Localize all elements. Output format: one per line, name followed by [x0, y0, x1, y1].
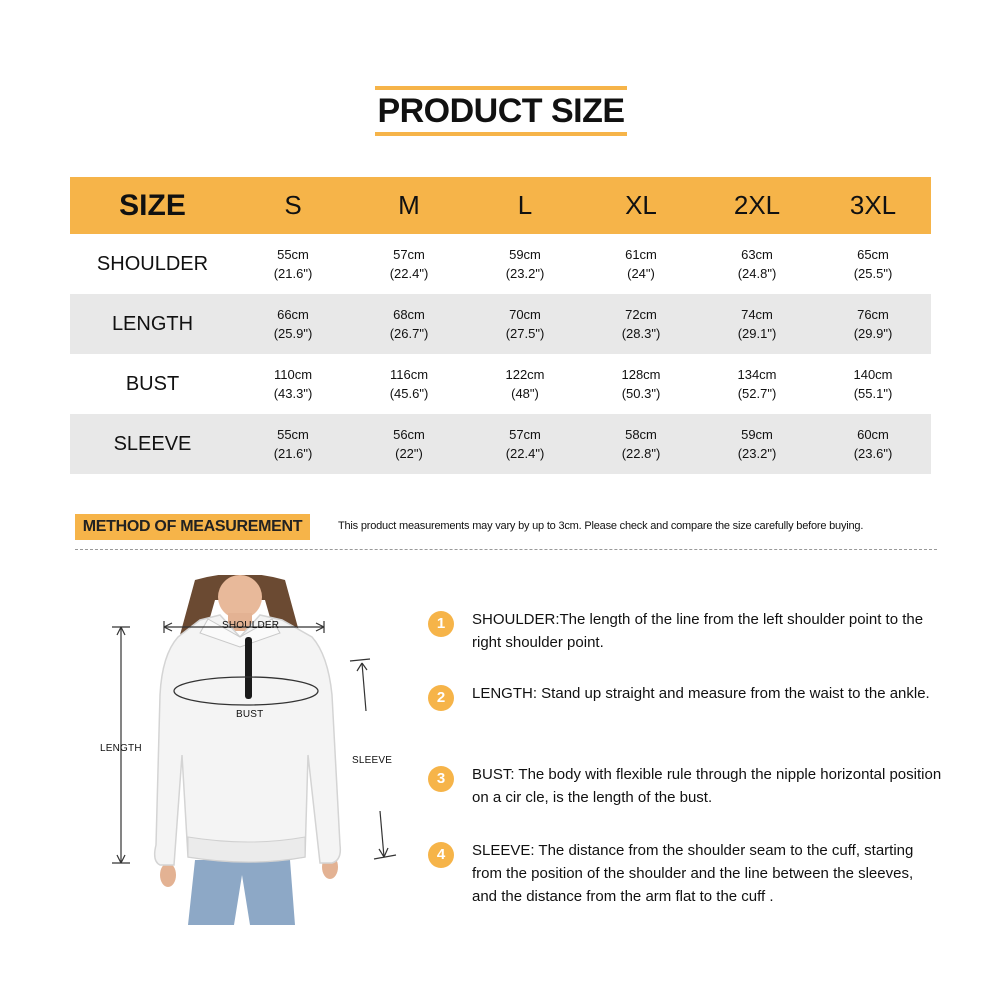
cell-in: (22.8") — [621, 446, 661, 461]
page-title: PRODUCT SIZE — [377, 92, 625, 130]
cell-in: (55.1") — [853, 386, 893, 401]
cell-in: (48") — [511, 386, 539, 401]
cell-cm: 140cm — [853, 367, 893, 382]
size-header-label: SIZE — [119, 188, 186, 222]
table-cell — [467, 305, 583, 343]
cell-cm: 57cm — [393, 247, 425, 262]
cell-in: (22.4") — [389, 266, 429, 281]
table-cell — [235, 425, 351, 463]
cell-cm: 116cm — [389, 367, 429, 382]
table-cell — [699, 365, 815, 403]
cell-in: (25.5") — [853, 266, 893, 281]
size-header-l: L — [517, 190, 533, 220]
table-row-shoulder — [70, 234, 931, 294]
size-table-header — [70, 177, 931, 234]
table-cell — [467, 245, 583, 283]
row-label: BUST — [125, 372, 180, 395]
cell-cm: 59cm — [509, 247, 541, 262]
definition-text: LENGTH: Stand up straight and measure from the waist to the ankle. — [472, 685, 930, 702]
sleeve-label: SLEEVE — [352, 755, 393, 766]
size-header-xl: XL — [625, 190, 657, 220]
size-header-2xl: 2XL — [733, 190, 781, 220]
size-table — [70, 177, 931, 474]
cell-in: (24.8") — [737, 266, 777, 281]
length-label: LENGTH — [100, 743, 142, 754]
dashed-divider — [75, 549, 937, 550]
cell-in: (21.6") — [273, 266, 313, 281]
cell-cm: 66cm — [277, 307, 309, 322]
cell-cm: 58cm — [625, 427, 657, 442]
cell-in: (29.9") — [853, 326, 893, 341]
cell-cm: 61cm — [625, 247, 657, 262]
cell-in: (24") — [627, 266, 655, 281]
table-cell — [815, 305, 931, 343]
cell-cm: 76cm — [857, 307, 889, 322]
measurement-disclaimer: This product measurements may vary by up to 3cm. Please check and compare the size carefully before buying. — [338, 520, 864, 532]
table-cell — [351, 305, 467, 343]
cell-in: (50.3") — [621, 386, 661, 401]
cell-in: (22") — [395, 446, 423, 461]
table-row-bust — [70, 354, 931, 414]
cell-in: (23.2") — [737, 446, 777, 461]
garment-illustration — [100, 575, 410, 925]
table-cell — [583, 425, 699, 463]
cell-in: (52.7") — [737, 386, 777, 401]
row-label: SHOULDER — [96, 252, 209, 275]
bust-label: BUST — [236, 709, 264, 720]
table-cell — [699, 245, 815, 283]
cell-cm: 72cm — [625, 307, 657, 322]
cell-in: (23.2") — [505, 266, 545, 281]
cell-in: (29.1") — [737, 326, 777, 341]
size-header-m: M — [398, 190, 420, 220]
table-cell — [583, 305, 699, 343]
definition-text: SHOULDER:The length of the line from the left shoulder point to the right shoulder point. — [472, 611, 924, 651]
title-top-rule — [375, 86, 627, 90]
cell-cm: 57cm — [509, 427, 541, 442]
table-cell — [351, 245, 467, 283]
cell-in: (25.9") — [273, 326, 313, 341]
step-number-badge: 2 — [428, 685, 454, 711]
cell-in: (43.3") — [273, 386, 313, 401]
table-cell — [699, 425, 815, 463]
cell-cm: 122cm — [505, 367, 545, 382]
step-number-badge: 3 — [428, 766, 454, 792]
cell-cm: 110cm — [273, 367, 313, 382]
cell-cm: 65cm — [857, 247, 889, 262]
table-cell — [235, 245, 351, 283]
cell-cm: 59cm — [741, 427, 773, 442]
table-row-length — [70, 294, 931, 354]
size-header-s: S — [284, 190, 302, 220]
table-cell — [235, 365, 351, 403]
cell-cm: 128cm — [621, 367, 661, 382]
table-cell — [467, 365, 583, 403]
cell-cm: 63cm — [741, 247, 773, 262]
definition-text: BUST: The body with flexible rule through the nipple horizontal position on a cir cle, is the length of the bust. — [472, 766, 942, 806]
table-cell — [235, 305, 351, 343]
cell-in: (23.6") — [853, 446, 893, 461]
method-of-measurement-badge: METHOD OF MEASUREMENT — [75, 514, 310, 540]
cell-cm: 134cm — [737, 367, 777, 382]
cell-cm: 70cm — [509, 307, 541, 322]
table-cell — [351, 425, 467, 463]
cell-in: (26.7") — [389, 326, 429, 341]
step-number-badge: 4 — [428, 842, 454, 868]
table-cell — [815, 365, 931, 403]
cell-in: (28.3") — [621, 326, 661, 341]
row-label: SLEEVE — [113, 432, 192, 455]
table-cell — [699, 305, 815, 343]
definition-text: SLEEVE: The distance from the shoulder seam to the cuff, starting from the position of the shoulder and the line between the sleeves, and the distance from the arm flat to the cuff . — [472, 842, 914, 905]
cell-in: (45.6") — [389, 386, 429, 401]
cell-cm: 55cm — [277, 427, 309, 442]
table-row-sleeve — [70, 414, 931, 474]
cell-cm: 74cm — [741, 307, 773, 322]
table-cell — [351, 365, 467, 403]
table-cell — [583, 365, 699, 403]
cell-in: (22.4") — [505, 446, 545, 461]
size-header-3xl: 3XL — [849, 190, 897, 220]
cell-cm: 56cm — [393, 427, 425, 442]
cell-in: (21.6") — [273, 446, 313, 461]
title-block — [375, 86, 627, 136]
table-cell — [815, 425, 931, 463]
table-cell — [583, 245, 699, 283]
step-number-badge: 1 — [428, 611, 454, 637]
cell-cm: 55cm — [277, 247, 309, 262]
cell-in: (27.5") — [505, 326, 545, 341]
cell-cm: 60cm — [857, 427, 889, 442]
title-bottom-rule — [375, 132, 627, 136]
row-label: LENGTH — [111, 312, 194, 335]
shoulder-label: SHOULDER — [222, 620, 280, 631]
cell-cm: 68cm — [393, 307, 425, 322]
table-cell — [815, 245, 931, 283]
table-cell — [467, 425, 583, 463]
